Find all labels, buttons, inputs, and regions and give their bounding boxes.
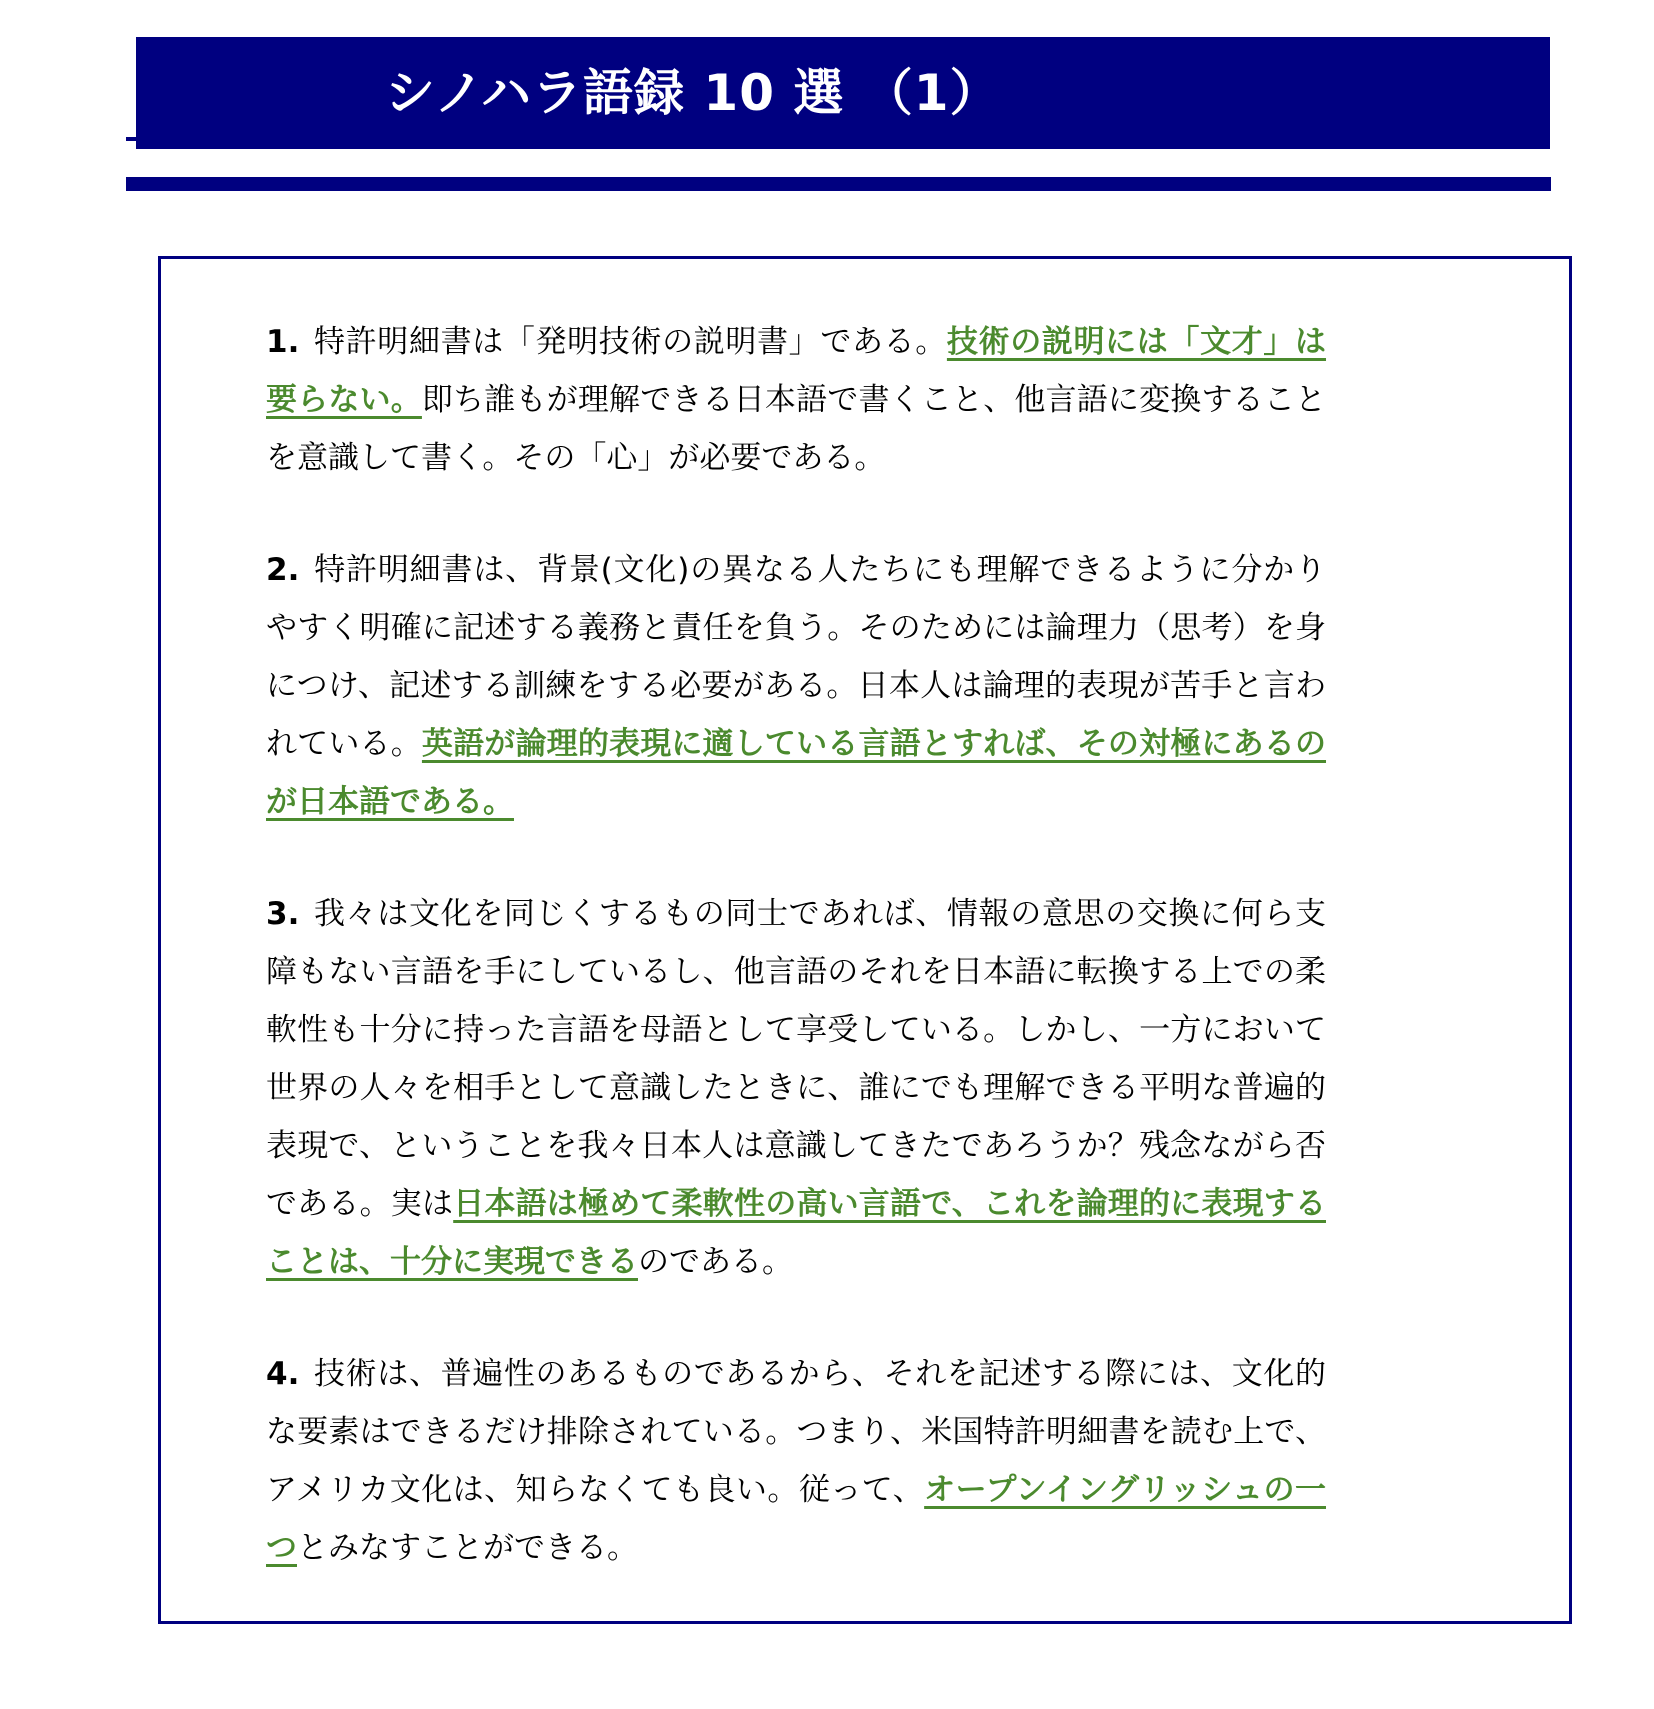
title-banner xyxy=(136,37,1550,149)
quote-highlight: 英語が論理的表現に適している言語とすれば、その対極にあるのが日本語である。 xyxy=(266,726,1327,820)
page-title: シノハラ語録 10 選 （1） xyxy=(385,64,1001,122)
quote-item-3 xyxy=(266,885,1326,1291)
content-box xyxy=(158,256,1572,1624)
quote-text: 特許明細書は「発明技術の説明書」である。 xyxy=(313,324,947,360)
title-underline-rule xyxy=(126,177,1551,191)
quote-list xyxy=(266,313,1326,1577)
quote-item-4 xyxy=(266,1345,1326,1577)
quote-text: 我々は文化を同じくするもの同士であれば、情報の意思の交換に何ら支障もない言語を手にしているし、他言語のそれを日本語に転換する上での柔軟性も十分に持った言語を母語として享受している。しかし、一方において世界の人々を相手として意識したときに、誰にでも理解できる平明な普遍的表現で、ということを我々日本人は意識してきたであろうか？残念ながら否である。実は xyxy=(266,896,1326,1222)
quote-item-2 xyxy=(266,541,1326,831)
quote-number: 1. xyxy=(266,324,300,360)
quote-text: のである。 xyxy=(638,1244,793,1280)
title-tick-mark xyxy=(126,137,138,141)
quote-item-1 xyxy=(266,313,1326,487)
quote-text: 技術は、普遍性のあるものであるから、それを記述する際には、文化的な要素はできるだけ排除されている。つまり、米国特許明細書を読む上で、アメリカ文化は、知らなくても良い。従って、 xyxy=(266,1356,1326,1508)
quote-number: 4. xyxy=(266,1356,300,1392)
quote-text: とみなすことができる。 xyxy=(297,1530,638,1566)
quote-highlight: 技術の説明には「文才」は要らない。 xyxy=(266,324,1327,418)
quote-number: 3. xyxy=(266,896,300,932)
quote-text: 特許明細書は、背景(文化)の異なる人たちにも理解できるように分かりやすく明確に記述する義務と責任を負う。そのためには論理力（思考）を身につけ、記述する訓練をする必要がある。日本人は論理的表現が苦手と言われている。 xyxy=(266,552,1326,762)
quote-highlight: オープンイングリッシュの一つ xyxy=(266,1472,1326,1566)
quote-highlight: 日本語は極めて柔軟性の高い言語で、これを論理的に表現することは、十分に実現できる xyxy=(266,1186,1326,1280)
quote-text: 即ち誰もが理解できる日本語で書くこと、他言語に変換することを意識して書く。その「心」が必要である。 xyxy=(266,382,1327,476)
quote-number: 2. xyxy=(266,552,300,588)
